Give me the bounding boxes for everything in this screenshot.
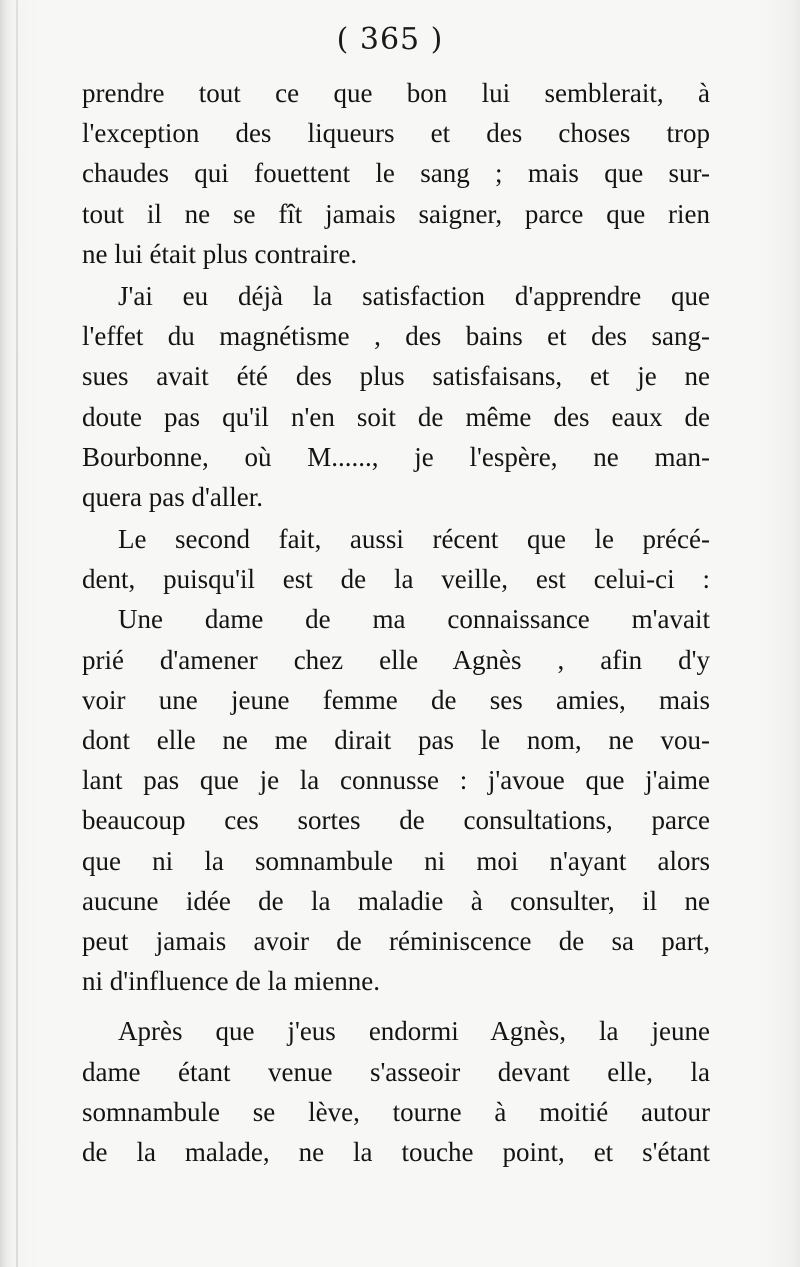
paragraph [82, 519, 710, 599]
text-line: ni d'influence de la mienne. [82, 966, 381, 997]
text-line: ne lui était plus contraire. [82, 238, 358, 269]
text-line: l'exception des liqueurs et des choses trop [82, 118, 710, 149]
text-line: chaudes qui fouettent le sang ; mais que sur- [82, 158, 710, 189]
text-line: lant pas que je la connusse : j'avoue que j'aime [82, 765, 710, 796]
text-line: de la malade, ne la touche point, et s'étant [82, 1136, 710, 1167]
text-line: prendre tout ce que bon lui semblerait, à [82, 78, 710, 108]
text-line: dont elle ne me dirait pas le nom, ne vou- [82, 725, 710, 755]
text-line: l'effet du magnétisme , des bains et des sang- [82, 321, 710, 352]
text-line: Bourbonne, où M......, je l'espère, ne man- [82, 441, 710, 472]
text-line: J'ai eu déjà la satisfaction d'apprendre que [118, 280, 710, 311]
text-line: somnambule se lève, tourne à moitié autour [82, 1096, 710, 1127]
text-line: Après que j'eus endormi Agnès, la jeune [118, 1016, 710, 1047]
page-gutter-shadow [16, 0, 18, 1267]
page-number: ( 365 ) [336, 22, 444, 57]
text-line: Le second fait, aussi récent que le précé- [118, 524, 710, 555]
text-line: beaucoup ces sortes de consultations, parce [82, 805, 710, 836]
text-line: doute pas qu'il n'en soit de même des eaux de [82, 401, 710, 432]
paragraph [82, 599, 710, 1001]
paragraph [82, 73, 710, 274]
text-line: sues avait été des plus satisfaisans, et je ne [82, 361, 710, 392]
text-line: dent, puisqu'il est de la veille, est celui-ci : [82, 564, 710, 595]
text-line: peut jamais avoir de réminiscence de sa part, [82, 925, 710, 956]
text-line: voir une jeune femme de ses amies, mais [82, 684, 710, 715]
text-line: que ni la somnambule ni moi n'ayant alors [82, 845, 710, 876]
text-line: quera pas d'aller. [82, 481, 264, 512]
text-line: aucune idée de la maladie à consulter, il ne [82, 885, 710, 916]
text-line: tout il ne se fît jamais saigner, parce que rien [82, 198, 710, 229]
body-text [82, 73, 710, 1172]
text-line: dame étant venue s'asseoir devant elle, la [82, 1056, 710, 1087]
paragraph [82, 276, 710, 517]
paragraph [82, 1011, 710, 1172]
text-line: prié d'amener chez elle Agnès , afin d'y [82, 644, 710, 675]
text-line: Une dame de ma connaissance m'avait [118, 604, 710, 635]
